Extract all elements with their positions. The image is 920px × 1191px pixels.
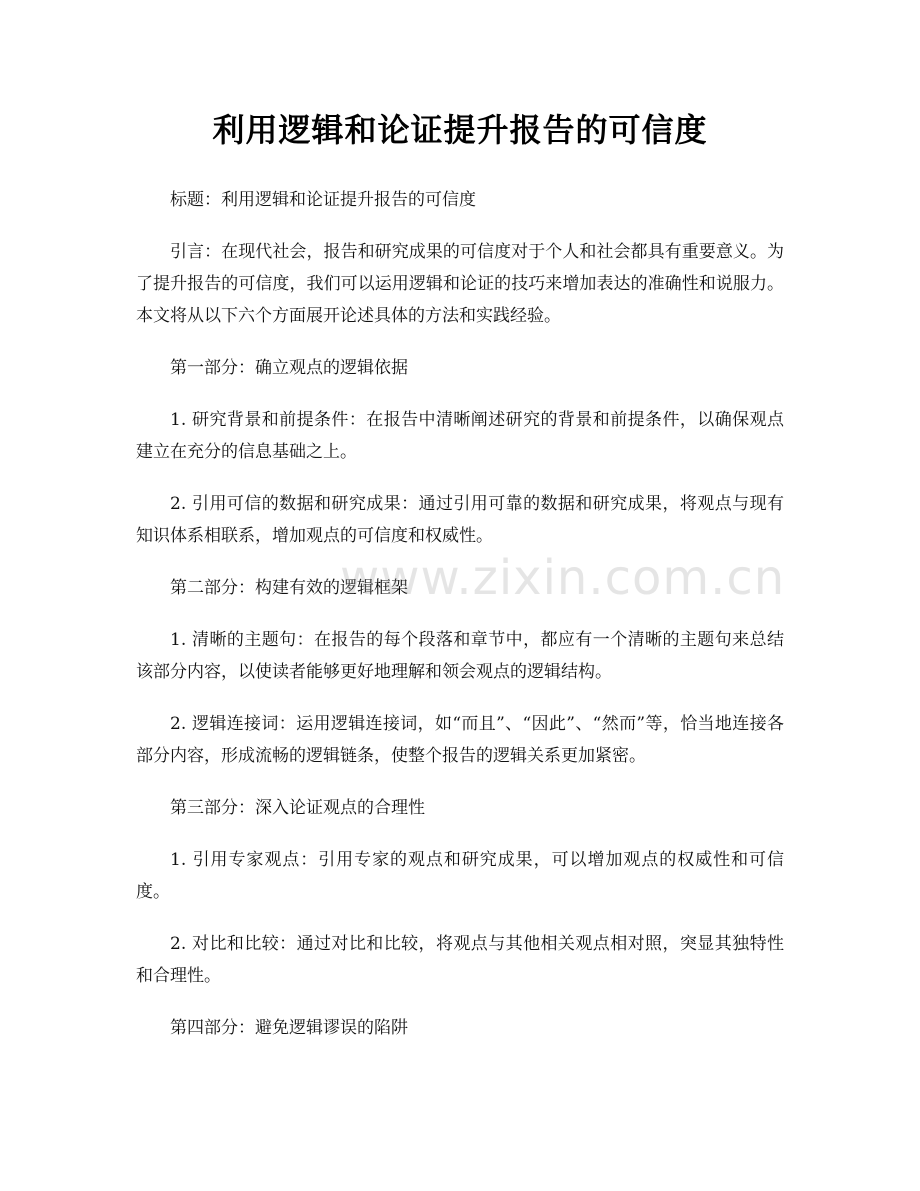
paragraph-part-1-item-1: 1. 研究背景和前提条件：在报告中清晰阐述研究的背景和前提条件，以确保观点建立在充分的信息基础之上。 xyxy=(136,410,784,462)
document-title: 利用逻辑和论证提升报告的可信度 xyxy=(212,111,708,149)
section-heading-part-2: 第二部分：构建有效的逻辑框架 xyxy=(170,578,408,598)
paragraph-part-3-item-1: 1. 引用专家观点：引用专家的观点和研究成果，可以增加观点的权威性和可信度。 xyxy=(136,850,784,902)
paragraph-introduction: 引言：在现代社会，报告和研究成果的可信度对于个人和社会都具有重要意义。为了提升报告的可信度，我们可以运用逻辑和论证的技巧来增加表达的准确性和说服力。本文将从以下六个方面展开论述具体的方法和实践经验。 xyxy=(136,242,784,326)
section-heading-part-1: 第一部分：确立观点的逻辑依据 xyxy=(170,358,408,378)
paragraph-part-2-item-2: 2. 逻辑连接词：运用逻辑连接词，如“而且”、“因此”、“然而”等，恰当地连接各部分内容，形成流畅的逻辑链条，使整个报告的逻辑关系更加紧密。 xyxy=(136,714,784,766)
paragraph-part-3-item-2: 2. 对比和比较：通过对比和比较，将观点与其他相关观点相对照，突显其独特性和合理性。 xyxy=(136,934,784,986)
watermark: www.zixin.com.cn xyxy=(340,550,786,606)
paragraph-part-2-item-1: 1. 清晰的主题句：在报告的每个段落和章节中，都应有一个清晰的主题句来总结该部分内容，以使读者能够更好地理解和领会观点的逻辑结构。 xyxy=(136,630,784,682)
paragraph-heading-label: 标题：利用逻辑和论证提升报告的可信度 xyxy=(170,190,476,210)
paragraph-part-1-item-2: 2. 引用可信的数据和研究成果：通过引用可靠的数据和研究成果，将观点与现有知识体系相联系，增加观点的可信度和权威性。 xyxy=(136,494,784,546)
document-body xyxy=(136,184,784,1064)
section-heading-part-4: 第四部分：避免逻辑谬误的陷阱 xyxy=(170,1018,408,1038)
section-heading-part-3: 第三部分：深入论证观点的合理性 xyxy=(170,798,425,818)
